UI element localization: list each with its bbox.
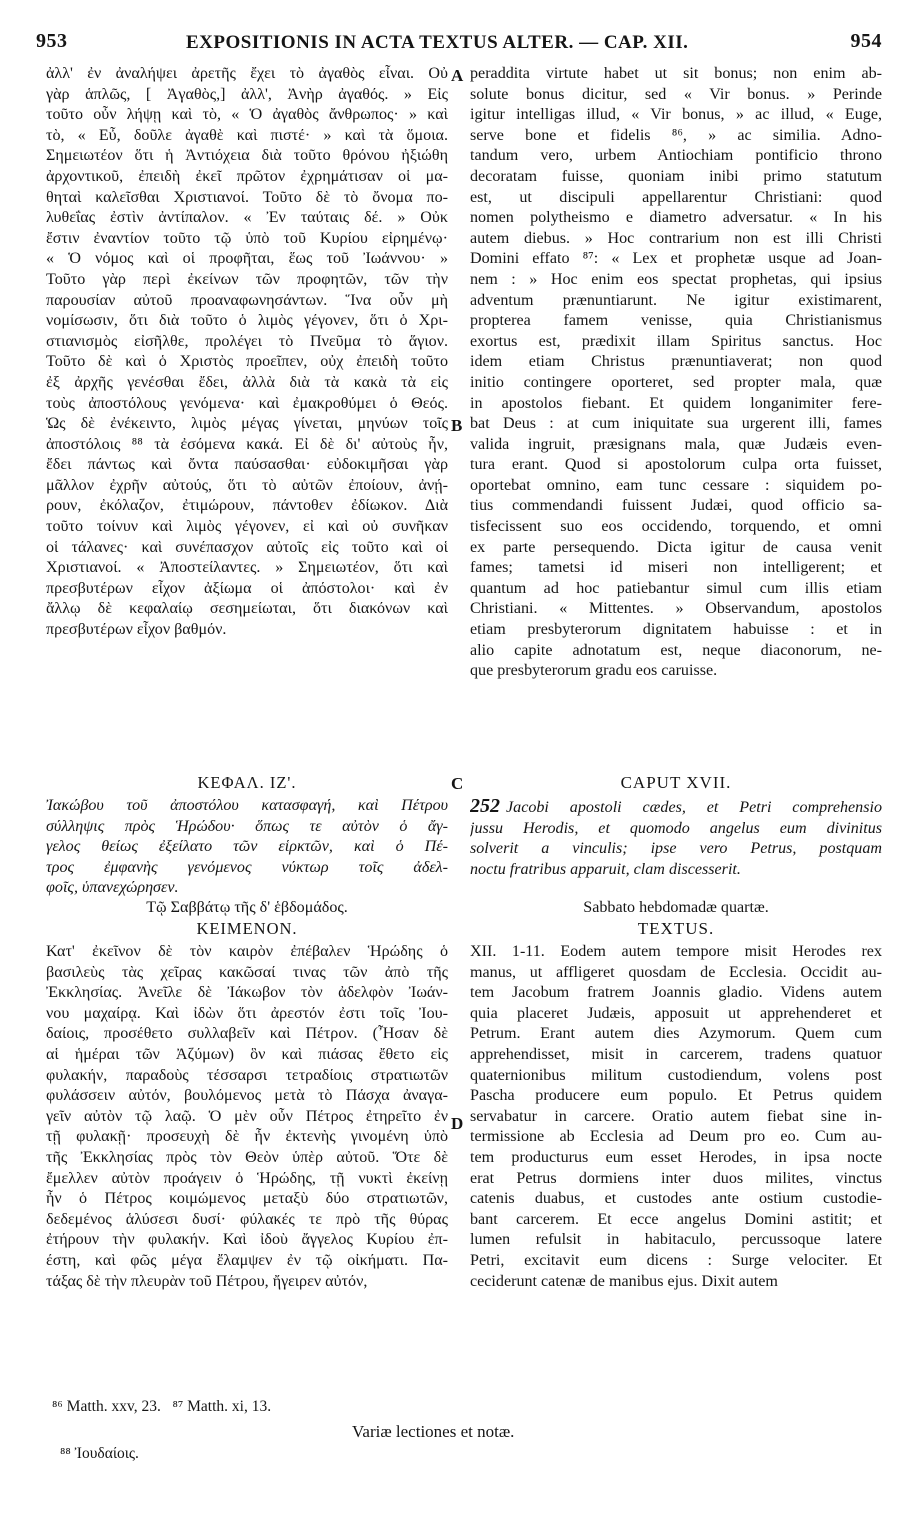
greek-commentary-line: μᾶλλον ἐχρῆν αὐτούς, ὅτι τὸ αὐτῶν ἐποίουν, ἀνῄ- [46,476,448,494]
latin-text-line: bant carcerem. Et ecce angelus Domini astitit; et [470,1210,882,1228]
greek-commentary-line: τὸ, « Εὖ, δοῦλε ἀγαθὲ καὶ πιστέ· » καὶ τὰ ὅμοια. [46,126,448,144]
greek-text-line: τῇ φυλακῇ· προσευχὴ δὲ ἦν ἐκτενὴς γινομένη ὑπὸ [46,1128,448,1146]
latin-text-line: lumen refulsit in habitaculo, percussoque latere [470,1231,882,1249]
latin-commentary-line: idem etiam Christus prænuntiaverat; non quod [470,353,882,371]
margin-letter-a: A [451,66,464,85]
summary-section-number: 252 [470,796,500,817]
greek-commentary-line: ἄλλῳ δὲ κεφαλαίῳ σεσημείωται, ὅτι διακόνων καὶ [46,600,448,618]
latin-commentary-line: Christiani. « Mittentes. » Observandum, apostolos [470,600,882,618]
latin-commentary-line: decoratam fuisse, quoniam inibi primo statutum [470,167,882,185]
latin-commentary-line: etiam presbyterorum dignitatem habuisse : et in [470,621,882,639]
latin-commentary-line: autem diebus. » Hoc contrarium non est illi Christi [470,229,882,247]
greek-commentary-line: ἔστιν ἐναντίον τοῦτο τῷ ὑπὸ τοῦ Κυρίου εἰρημένῳ· [46,229,448,247]
greek-commentary-line: πρεσβυτέρων εἶχον ἀξίωμα οἱ ἀπόστολοι· καὶ ἐν [46,579,448,597]
latin-text-line: Petri, excitavit eum dicens : Surge velociter. Et [470,1251,882,1269]
latin-commentary-column [470,64,882,682]
greek-summary-line: γελος θείως ἐξείλατο τῶν εἱρκτῶν, καὶ ὁ Πέ- [46,838,448,856]
latin-text-line: Pascha producere eum populo. Et Petrus quidem [470,1087,882,1105]
greek-text-line: αἱ ἡμέραι τῶν Ἀζύμων) ὃν καὶ πιάσας ἔθετο εἰς [46,1045,448,1063]
latin-scripture-text [470,942,882,1292]
latin-text-line: XII. 1-11. Eodem autem tempore misit Herodes rex [470,943,882,960]
greek-sabbath-note: Τῷ Σαββάτῳ τῆς δ' ἑβδομάδος. [146,899,348,916]
latin-commentary-line: Domini effato ⁸⁷: « Lex et prophetæ usque ad Joan- [470,250,882,268]
latin-commentary-line: tura erant. Quod si apostolorum culpa orta fuisset, [470,456,882,474]
latin-commentary-line: peraddita virtute habet ut sit bonus; non enim ab- [470,65,882,82]
latin-commentary-line: solute bonus dicitur, sed « Vir bonus. » Perinde [470,85,882,103]
latin-summary-line: noctu fratribus apparuit, clam discesserit. [470,860,741,878]
margin-letter-c: C [451,774,464,793]
latin-commentary-line: fames; tametsi id miseri non intelligerent; et [470,559,882,577]
greek-text-line: νου μαχαίρᾳ. Καὶ ἰδὼν ὅτι ἀρεστόν ἐστι τοῖς Ἰου- [46,1004,448,1022]
greek-commentary-line: ἀρχοντικοῦ, ἐπειδὴ ἐκεῖ πρῶτον ἐχρημάτισαν οἱ μα- [46,167,448,185]
greek-commentary-line: Χριστιανοί. « Ἀποστείλαντες. » Σημειωτέον, ὅτι καὶ [46,559,448,577]
latin-text-line: servabatur in carcere. Oratio autem fiebat sine in- [470,1107,882,1125]
latin-commentary-line: exortus est, prædixit illam Spiritus sanctus. Hoc [470,332,882,350]
greek-commentary-line: οἱ τάλανες· καὶ συνέπασχον αὐτοῖς εἰς τοῦτο καὶ οἱ [46,538,448,556]
greek-commentary-line: γὰρ ἁπλῶς, [ Ἀγαθὸς,] ἀλλ', Ἀνὴρ ἀγαθός. » Εἰς [46,85,448,103]
greek-commentary-line: ἐξ ἀρχῆς γενέσθαι ἔδει, ἀλλὰ διὰ τὰ κακὰ τὰ εἰς [46,373,448,391]
latin-text-line: Petrum. Erant autem dies Azymorum. Quem cum [470,1025,882,1043]
latin-chapter-heading: CAPUT XVII. [620,773,732,792]
latin-commentary-line: propterea famem venisse, quia Christianismus [470,312,882,330]
latin-commentary-line: igitur intelligas illud, « Vir bonus, » ac illud, « Euge, [470,106,882,124]
greek-chapter-heading: ΚΕΦΑΛ. ΙΖ'. [197,773,297,792]
greek-text-line: βασιλεὺς τὰς χεῖρας κακῶσαί τινας τῶν ἀπὸ τῆς [46,963,448,981]
latin-commentary-line: tandum vero, urbem Antiochiam pontificio throno [470,147,882,165]
greek-commentary-line: Σημειωτέον ὅτι ἡ Ἀντιόχεια διὰ τοῦτο θρόνου ἠξιώθη [46,147,448,165]
greek-commentary-line: Τοῦτο γὰρ περὶ ἐκείνων τῶν προφητῶν, τῶν τὴν [46,270,448,288]
latin-commentary-line: est, ut discipuli appellarentur Christiani: quod [470,188,882,206]
greek-commentary-line: στιανισμὸς εἰσῆλθε, προλέγει τὸ Πνεῦμα τὸ ἅγιον. [46,332,448,350]
greek-commentary-line: λυθεΐας ἐστὶν ἀντίπαλον. « Ἐν ταύταις δέ. » Οὐκ [46,209,448,227]
greek-text-line: τῆς Ἐκκλησίας πρὸς τὸν Θεὸν ὑπὲρ αὐτοῦ. Ὅτε δὲ [46,1148,448,1166]
running-header [36,30,882,64]
greek-chapter-summary [46,796,448,899]
greek-text-line: δαίοις, προσέθετο συλλαβεῖν καὶ Πέτρον. (Ἦσαν δὲ [46,1025,448,1043]
latin-text-heading: TEXTUS. [637,919,715,938]
latin-commentary-line: nomen polytheismo e diametro adversatur. « In his [470,209,882,227]
latin-chapter-summary [470,796,882,880]
greek-commentary-line: Τοῦτο δὲ καὶ ὁ Χριστὸς προεῖπεν, οὐχ ἐπειδὴ τοῦτο [46,353,448,371]
greek-text-line: ἐτήρουν τὴν φυλακήν. Καὶ ἰδοὺ ἄγγελος Κυρίου ἐπ- [46,1231,448,1249]
greek-commentary-line: νομίσωσιν, ὅτι διὰ τοῦτο ὁ λιμὸς γέγονεν, ὅτι ὁ Χρι- [46,312,448,330]
latin-text-line: quaternionibus militum custodiendum, volens post [470,1066,882,1084]
variae-lectiones-heading: Variæ lectiones et notæ. [352,1422,515,1441]
greek-commentary-line: πρεσβυτέρων εἶχον βαθμόν. [46,621,227,639]
latin-commentary-line: valida ingruit, præsignans mala, quæ Judæis even- [470,435,882,453]
greek-text-line: Κατ' ἐκεῖνον δὲ τὸν καιρὸν ἐπέβαλεν Ἡρώδης ὁ [46,943,448,960]
latin-text-line: manus, ut affligeret quosdam de Ecclesia. Occidit au- [470,963,882,981]
greek-text-line: ἦν ὁ Πέτρος κοιμώμενος μεταξὺ δύο στρατιωτῶν, [46,1190,448,1208]
margin-letter-b: B [451,416,463,435]
greek-commentary-line: Ὡς δὲ ἐνέκειντο, λιμὸς μέγας γίνεται, μηνύων τοῖς [46,415,448,433]
latin-commentary-line: que presbyterorum gradu eos caruisse. [470,662,718,680]
greek-text-line: έστη, καὶ φῶς μέγα ἔλαμψεν ἐν τῷ οἰκήματι. Πα- [46,1251,448,1269]
greek-commentary-line: παρουσίαν αὐτοῦ προαναφωνησάντων. Ἵνα οὖν μὴ [46,291,448,309]
greek-text-line: Ἐκκλησίας. Ἀνεῖλε δὲ Ἰάκωβον τὸν ἀδελφὸν Ἰωάν- [46,984,448,1002]
page-number-right: 954 [850,30,882,52]
greek-commentary-line: τοῦτο οὖν λήψῃ καὶ τὸ, « Ὁ ἀγαθὸς ἄνθρωπος· » καὶ [46,106,448,124]
latin-text-line: ceciderunt catenæ de manibus ejus. Dixit autem [470,1272,778,1290]
greek-commentary-column [46,64,448,641]
latin-text-line: termissione ab Ecclesia ad Deum pro eo. Cum au- [470,1128,882,1146]
latin-commentary-line: ex parte persequendo. Dicta igitur de causa venit [470,538,882,556]
latin-commentary-line: tius commendandi fuissent Judæi, quod officio sa- [470,497,882,515]
latin-commentary-line: in apostolos fiebant. Et quidem longanimiter fere- [470,394,882,412]
greek-text-line: γεῖν αὐτὸν τῷ λαῷ. Ὁ μὲν οὖν Πέτρος ἐτηρεῖτο ἐν [46,1107,448,1125]
greek-summary-line: σύλληψις πρὸς Ἡρώδου· ὅπως τε αὐτὸν ὁ ἄγ- [46,817,448,835]
greek-commentary-line: θηταὶ καλεῖσθαι Χριστιανοί. Τοῦτο δὲ τὸ ὄνομα πο- [46,188,448,206]
page-number-left: 953 [36,30,68,52]
greek-commentary-line: « Ὁ νόμος καὶ οἱ προφῆται, ἕως τοῦ Ἰωάννου· » [46,250,448,268]
latin-commentary-line: oportebat omnino, eam tunc cessare : siquidem po- [470,476,882,494]
margin-letter-d: D [451,1114,464,1133]
greek-text-line: ἔμελλεν αὐτὸν προάγειν ὁ Ἡρώδης, τῇ νυκτὶ ἐκείνῃ [46,1169,448,1187]
greek-summary-line: Ἰακώβου τοῦ ἀποστόλου κατασφαγή, καὶ Πέτρου [46,797,448,814]
latin-text-line: apprehendisset, misit in carcerem, tradens quatuor [470,1045,882,1063]
latin-commentary-line: adventum prænuntiarunt. Ne igitur existimarent, [470,291,882,309]
greek-commentary-line: ρουν, ἐκόλαζον, ἐτιμώρουν, πάντοθεν ἐδίωκον. Διὰ [46,497,448,515]
greek-summary-line: φοῖς, ὑπανεχώρησεν. [46,879,179,897]
greek-text-line: φυλακήν, παραδοὺς τέσσαρσι τετραδίοις στρατιωτῶν [46,1066,448,1084]
latin-commentary-line: initio contingere oporteret, sed propter mala, quæ [470,373,882,391]
latin-sabbath-note: Sabbato hebdomadæ quartæ. [583,899,769,916]
latin-summary-line: solverit a vinculis; ipse vero Petrus, postquam [470,840,882,858]
greek-commentary-line: ἀποστόλοις ⁸⁸ τὰ ἐσόμενα κακά. Εἰ δὲ δι' αὐτοὺς ἦν, [46,435,448,453]
greek-commentary-line: ἔδει πάντως καὶ ὄντα παύσασθαι· εὐδοκιμῆσαι γὰρ [46,456,448,474]
latin-summary-line: jussu Herodis, et quomodo angelus eum divinitus [470,819,882,837]
latin-commentary-line: bat Deus : at cum iniquitate sua urgerent illi, fames [470,415,882,433]
greek-text-line: τάξας δὲ τὴν πλευρὰν τοῦ Πέτρου, ἤγειρεν αὐτόν, [46,1272,368,1290]
latin-text-line: catenis duabus, et custodes ante ostium custodie- [470,1190,882,1208]
greek-text-line: δεδεμένος ἁλύσεσι δυσί· φύλακές τε πρὸ τῆς θύρας [46,1210,448,1228]
latin-commentary-line: tisfecissent suo eos occidendo, torquendo, et omni [470,518,882,536]
latin-commentary-line: quantum ad hoc patiebantur simul cum illis etiam [470,579,882,597]
latin-text-line: quia placeret Judæis, apposuit ut apprehenderet et [470,1004,882,1022]
latin-text-line: erat Petrus dormiens inter duos milites, vinctus [470,1169,882,1187]
greek-commentary-line: τοῦτο τοίνυν καὶ λιμὸς γέγονεν, εἰ καὶ οὐ συνῆκαν [46,518,448,536]
latin-summary-line: Jacobi apostoli cædes, et Petri comprehensio [506,799,882,816]
latin-commentary-line: serve bone et fidelis ⁸⁶, » ac similia. Adno- [470,126,882,144]
latin-text-line: tem producturus eum esset Herodes, in ipsa nocte [470,1148,882,1166]
variant-reading-note: ⁸⁸ Ἰουδαίοις. [60,1445,139,1462]
greek-scripture-text [46,942,448,1292]
greek-commentary-line: ἀλλ' ἐν ἀναλήψει ἀρετῆς ἔχει τὸ ἀγαθὸς εἶναι. Οὐ [46,65,448,82]
greek-summary-line: τρος ἐμφανὴς γενόμενος νύκτωρ τοῖς ἀδελ- [46,858,448,876]
running-title: EXPOSITIONIS IN ACTA TEXTUS ALTER. — CAP. XII. [186,32,689,53]
latin-text-line: tem Jacobum fratrem Joannis gladio. Videns autem [470,984,882,1002]
greek-text-heading: ΚΕΙΜΕΝΟΝ. [196,919,298,938]
greek-commentary-line: τοὺς ἀποστόλους γενόμενα· καὶ ἐμακροθύμει ὁ Θεός. [46,394,448,412]
latin-commentary-line: alio capite adnotatum est, neque diaconorum, ne- [470,641,882,659]
footnote-references: ⁸⁶ Matth. xxv, 23. ⁸⁷ Matth. xi, 13. [52,1398,272,1415]
greek-text-line: φυλάσσειν αὐτόν, βουλόμενος μετὰ τὸ Πάσχα ἀναγα- [46,1087,448,1105]
latin-commentary-line: nem : » Hoc enim eos spectat prophetas, qui ipsius [470,270,882,288]
